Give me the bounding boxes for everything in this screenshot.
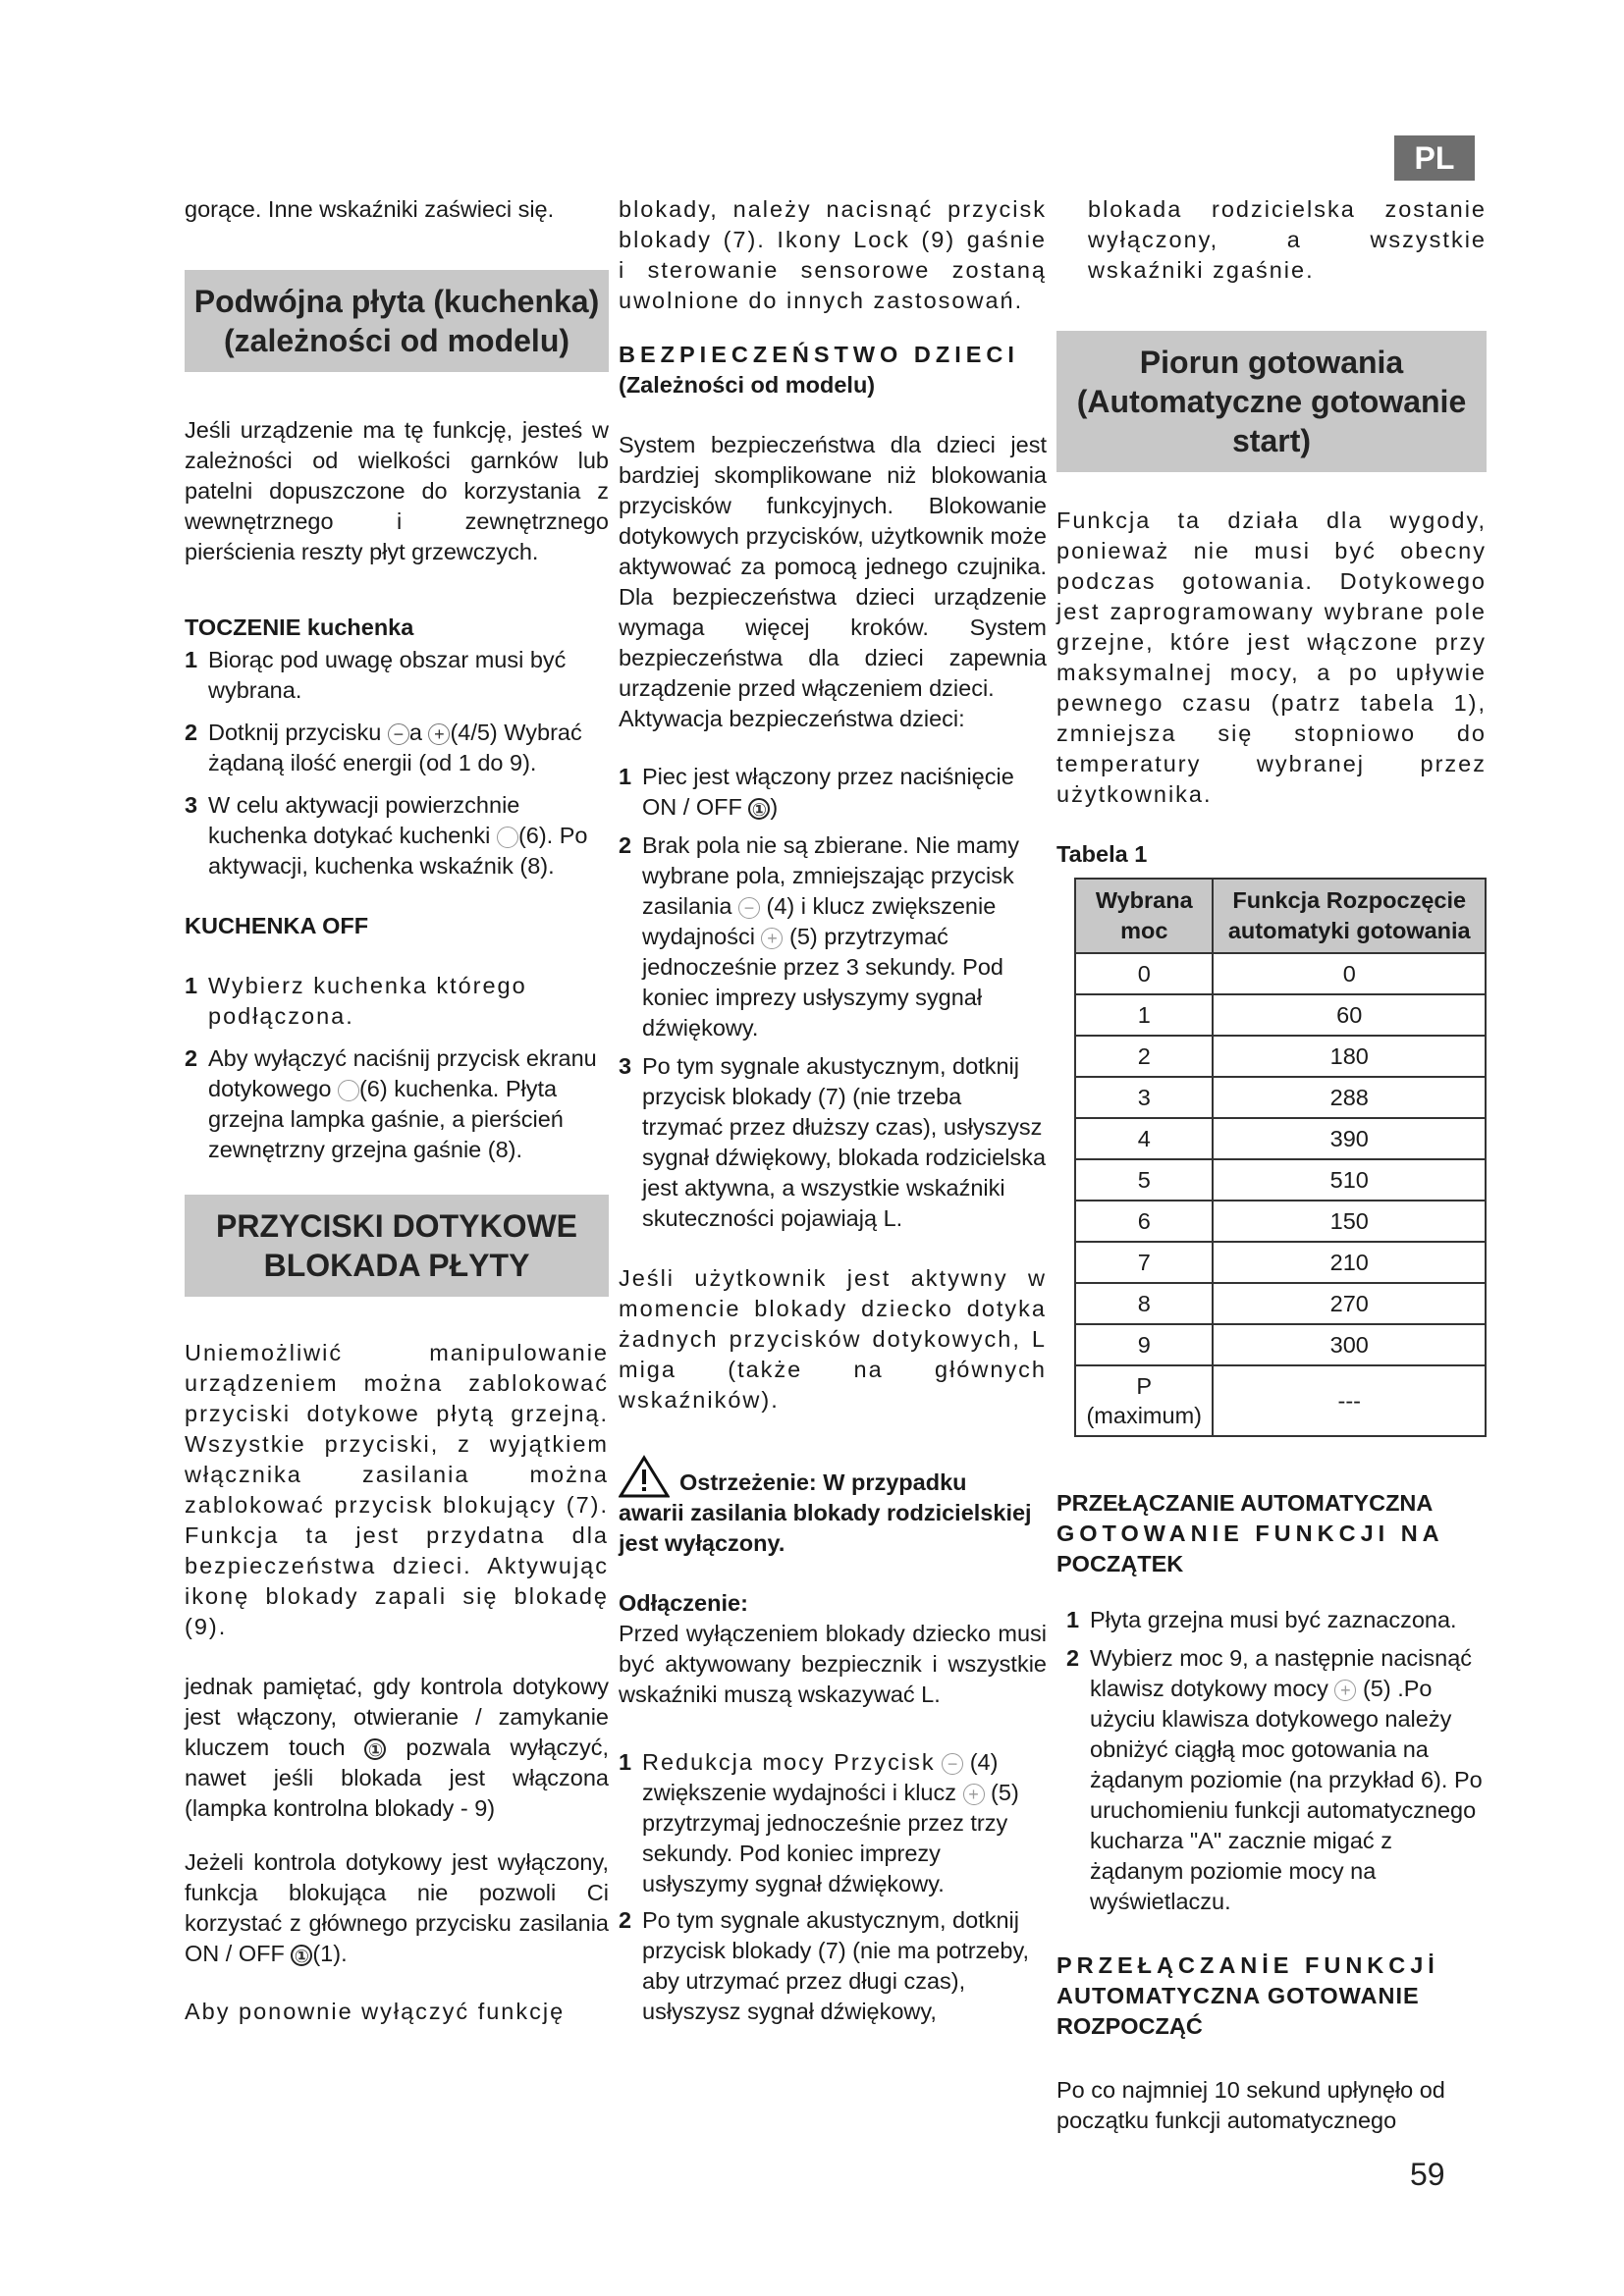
- auto-cooking-text: Funkcja ta działa dla wygody, ponieważ nie musi być obecny podczas gotowania. Dotykowego jest zaprogramowany wybrane pole grzejne, które jest włączone przy maksymalnej mocy, a po upływie pewnego czasu (patrz tabela 1), zmniejsza się stopniowo do temperatury wybranej przez użytkownika.: [1056, 507, 1487, 807]
- list-item: 2 Wybierz moc 9, a następnie nacisnąć klawisz dotykowy mocy + (5) .Po użyciu klawisza dotykowego należy obniżyć ciągłą moc gotowania na żądanym poziomie (na przykład 6). Po uruchomieniu funkcji automatycznego kucharza "A" zacznie migać z żądanym poziomie mocy na wyświetlaczu.: [1066, 1645, 1483, 1914]
- lock-continued-text: blokady, należy nacisnąć przycisk blokady (7). Ikony Lock (9) gaśnie i sterowanie sensorowe zostaną uwolnione do innych zastosowań.: [619, 196, 1047, 313]
- auto-time-cell: 510: [1213, 1159, 1486, 1201]
- plus-icon: +: [1334, 1680, 1356, 1701]
- auto-time-cell: 288: [1213, 1077, 1486, 1118]
- power-icon: ①: [748, 798, 770, 820]
- list-item: 1 Redukcja mocy Przycisk − (4) zwiększenie wydajności i klucz + (5) przytrzymaj jednocześnie przez trzy sekundy. Pod koniec imprezy usłyszymy sygnał dźwiękowy.: [619, 1749, 1019, 1896]
- auto-time-cell: 150: [1213, 1201, 1486, 1242]
- power-level-cell: 3: [1075, 1077, 1213, 1118]
- activation-label: Aktywacja bezpieczeństwa dzieci:: [619, 706, 965, 731]
- power-icon: ①: [364, 1738, 386, 1760]
- table-row: [1075, 994, 1486, 1036]
- column-middle: [619, 194, 1047, 2027]
- disconnect-text: Przed wyłączeniem blokady dziecko musi być aktywowany bezpiecznik i wszystkie wskaźniki muszą wskazywać L.: [619, 1621, 1047, 1707]
- child-safety-title: BEZPIECZEŃSTWO DZIECI: [619, 342, 1019, 367]
- circle-icon: [497, 827, 518, 848]
- minus-icon: −: [942, 1753, 963, 1775]
- auto-time-cell: 0: [1213, 953, 1486, 994]
- warning-block: [619, 1455, 1047, 1559]
- auto-time-cell: 180: [1213, 1036, 1486, 1077]
- warning-label: Ostrzeżenie: W przypadku: [679, 1469, 967, 1495]
- disconnect-steps: [619, 1747, 1047, 2027]
- heading-touch-lock: PRZYCISKI DOTYKOWE BLOKADA PŁYTY: [185, 1195, 609, 1297]
- lock-text-2: jednak pamiętać, gdy kontrola dotykowy jest włączony, otwieranie / zamykanie kluczem touch ① pozwala wyłączyć, nawet jeśli blokada jest włączona (lampka kontrolna blokady - 9): [185, 1674, 609, 1821]
- auto-time-cell: 270: [1213, 1283, 1486, 1324]
- list-item: 2 Po tym sygnale akustycznym, dotknij przycisk blokady (7) (nie ma potrzeby, aby utrzymać przez długi czas), usłyszysz sygnał dźwiękowy,: [619, 1907, 1029, 2024]
- power-level-cell: 8: [1075, 1283, 1213, 1324]
- power-icon: ①: [291, 1945, 312, 1966]
- table-row: [1075, 1283, 1486, 1324]
- auto-start-steps: [1056, 1605, 1487, 1917]
- toczenie-steps: [185, 645, 609, 881]
- language-badge: PL: [1394, 135, 1475, 181]
- column-left: [185, 194, 609, 2027]
- column-right: [1056, 194, 1487, 2136]
- toczenie-title: TOCZENIE kuchenka: [185, 614, 414, 640]
- list-item: 2 Dotknij przycisku − a + (4/5) Wybrać żądaną ilość energii (od 1 do 9).: [185, 720, 582, 775]
- power-level-cell: 9: [1075, 1324, 1213, 1365]
- auto-time-cell: 390: [1213, 1118, 1486, 1159]
- list-item: 3 Po tym sygnale akustycznym, dotknij przycisk blokady (7) (nie trzeba trzymać przez dłuższy czas), usłyszysz sygnał dźwiękowy, blokada rodzicielska jest aktywna, a wszystkie wskaźniki skuteczności pojawiają L.: [619, 1053, 1047, 1231]
- plus-icon: +: [428, 723, 450, 745]
- plus-icon: +: [963, 1784, 985, 1805]
- power-level-cell: 0: [1075, 953, 1213, 994]
- plus-icon: +: [761, 928, 783, 949]
- list-item: 1 Wybierz kuchenka którego podłączona.: [185, 973, 527, 1029]
- list-item: 1 Płyta grzejna musi być zaznaczona.: [1066, 1607, 1457, 1632]
- lock-text-1: Uniemożliwić manipulowanie urządzeniem można zablokować przyciski dotykowe płytą grzejną. Wszystkie przyciski, z wyjątkiem włącznika zasilania można zablokować przycisk blokujący (7). Funkcja ta jest przydatna dla bezpieczeństwa dzieci. Aktywując ikonę blokady zapali się blokadę (9).: [185, 1340, 609, 1639]
- table-row: [1075, 953, 1486, 994]
- power-level-cell: 7: [1075, 1242, 1213, 1283]
- table-row: [1075, 1159, 1486, 1201]
- active-user-text: Jeśli użytkownik jest aktywny w momencie blokady dziecko dotyka żadnych przycisków dotykowych, L miga (także na głównych wskaźników).: [619, 1265, 1047, 1413]
- table-header: Funkcja Rozpoczęcie automatyki gotowania: [1213, 879, 1486, 953]
- list-item: 1 Biorąc pod uwagę obszar musi być wybrana.: [185, 647, 567, 703]
- table-header: Wybrana moc: [1075, 879, 1213, 953]
- double-hob-text: Jeśli urządzenie ma tę funkcję, jesteś w zależności od wielkości garnków lub patelni dopuszczone do korzystania z wewnętrznego i zewnętrznego pierścienia reszty płyt grzewczych.: [185, 417, 609, 564]
- list-item: 2 Brak pola nie są zbierane. Nie mamy wybrane pola, zmniejszając przycisk zasilania − (4) i klucz zwiększenie wydajności + (5) przytrzymać jednocześnie przez 3 sekundy. Pod koniec imprezy usłyszymy sygnał dźwiękowy.: [619, 832, 1020, 1041]
- power-level-cell: 2: [1075, 1036, 1213, 1077]
- lock-off-continued-text: blokada rodzicielska zostanie wyłączony, a wszystkie wskaźniki zgaśnie.: [1088, 196, 1487, 283]
- child-safety-text: System bezpieczeństwa dla dzieci jest bardziej skomplikowane niż blokowania przycisków funkcyjnych. Blokowanie dotykowych przycisków, użytkownik może aktywować za pomocą jednego czujnika. Dla bezpieczeństwa dzieci urządzenie wymaga więcej kroków. System bezpieczeństwa dla dzieci zapewnia urządzenie przed włączeniem dzieci.: [619, 432, 1047, 701]
- disconnect-title: Odłączenie:: [619, 1590, 748, 1616]
- table-row: [1075, 1201, 1486, 1242]
- warning-icon: [619, 1455, 670, 1498]
- circle-icon: [338, 1080, 359, 1101]
- lock-text-3: Jeżeli kontrola dotykowy jest wyłączony, funkcja blokująca nie pozwoli Ci korzystać z głównego przycisku zasilania ON / OFF ① (1).: [185, 1849, 609, 1966]
- warning-text: awarii zasilania blokady rodzicielskiej jest wyłączony.: [619, 1500, 1032, 1556]
- auto-time-cell: ---: [1213, 1365, 1486, 1436]
- off-title: KUCHENKA OFF: [185, 913, 369, 938]
- table-row: [1075, 1118, 1486, 1159]
- auto-switch-title: PRZEŁĄCZANİE FUNKCJİ AUTOMATYCZNA GOTOWANIE ROZPOCZĄĆ: [1056, 1952, 1439, 2039]
- table-row: [1075, 1077, 1486, 1118]
- minus-icon: −: [738, 897, 760, 919]
- power-level-cell: 1: [1075, 994, 1213, 1036]
- page-number: 59: [1410, 2157, 1445, 2192]
- intro-text: gorące. Inne wskaźniki zaświeci się.: [185, 196, 555, 222]
- heading-auto-cooking: Piorun gotowania (Automatyczne gotowanie start): [1056, 331, 1487, 472]
- table-row: [1075, 1365, 1486, 1436]
- auto-switch-text: Po co najmniej 10 sekund upłynęło od początku funkcji automatycznego: [1056, 2077, 1445, 2133]
- list-item: 2 Aby wyłączyć naciśnij przycisk ekranu dotykowego (6) kuchenka. Płyta grzejna lampka gaśnie, a pierścień zewnętrzny grzejna gaśnie (8).: [185, 1045, 597, 1162]
- list-item: 1 Piec jest włączony przez naciśnięcie ON / OFF ① ): [619, 764, 1014, 820]
- auto-time-cell: 300: [1213, 1324, 1486, 1365]
- list-item: 3 W celu aktywacji powierzchnie kuchenka dotykać kuchenki (6). Po aktywacji, kuchenka wskaźnik (8).: [185, 792, 588, 879]
- power-level-cell: P (maximum): [1075, 1365, 1213, 1436]
- power-level-cell: 4: [1075, 1118, 1213, 1159]
- child-safety-subtitle: (Zależności od modelu): [619, 372, 876, 398]
- minus-icon: −: [388, 723, 409, 745]
- lock-text-4: Aby ponownie wyłączyć funkcję: [185, 1999, 566, 2024]
- power-table: [1074, 878, 1487, 1437]
- power-level-cell: 6: [1075, 1201, 1213, 1242]
- table-row: [1075, 1324, 1486, 1365]
- auto-time-cell: 60: [1213, 994, 1486, 1036]
- auto-start-title: PRZEŁĄCZANIE AUTOMATYCZNA GOTOWANIE FUNKCJI NA POCZĄTEK: [1056, 1490, 1444, 1576]
- table-title: Tabela 1: [1056, 841, 1148, 867]
- table-row: [1075, 1036, 1486, 1077]
- heading-double-hob: Podwójna płyta (kuchenka) (zależności od modelu): [185, 270, 609, 372]
- child-activation-steps: [619, 762, 1047, 1234]
- table-row: [1075, 1242, 1486, 1283]
- power-level-cell: 5: [1075, 1159, 1213, 1201]
- auto-time-cell: 210: [1213, 1242, 1486, 1283]
- off-steps: [185, 971, 609, 1165]
